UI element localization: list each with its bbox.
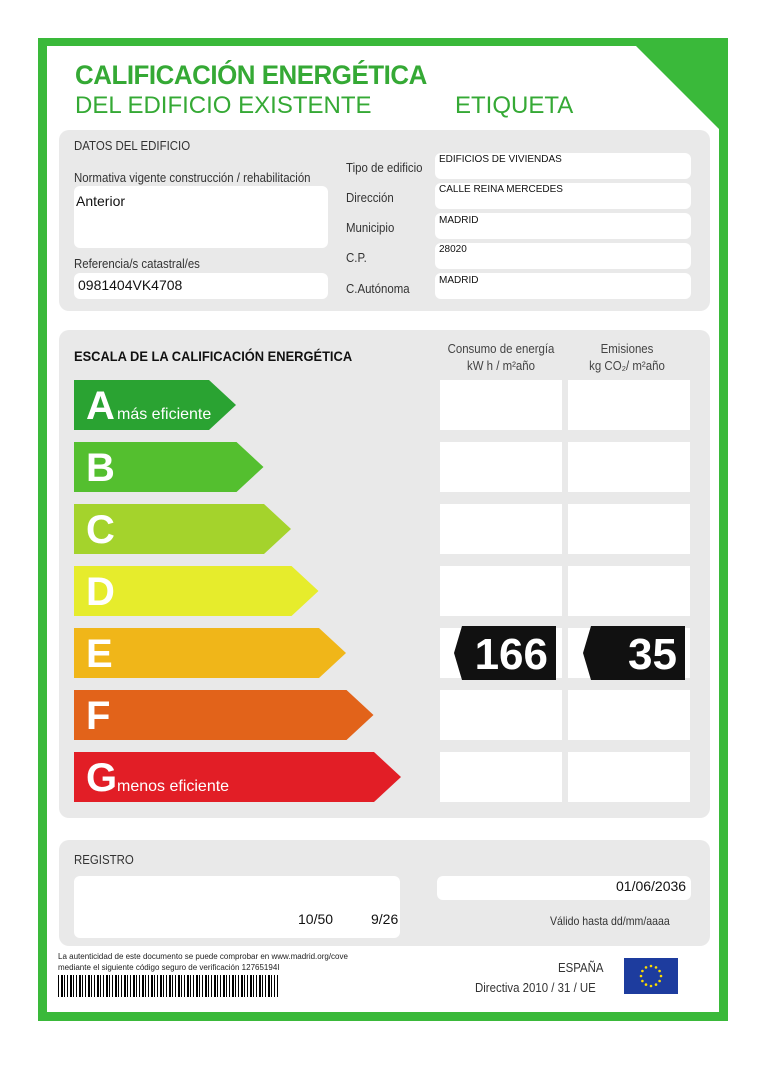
tipo-value: EDIFICIOS DE VIVIENDAS [439, 154, 562, 165]
referencia-value: 0981404VK4708 [78, 277, 183, 293]
eu-flag-icon [624, 958, 678, 994]
consumo-cell-f [440, 690, 562, 740]
rating-letter-a: A [86, 384, 115, 428]
rating-letter-b: B [86, 446, 115, 490]
rating-letter-d: D [86, 570, 115, 614]
rating-letter-e: E [86, 632, 113, 676]
barcode [58, 975, 278, 997]
tipo-label: Tipo de edificio [346, 160, 423, 175]
emisiones-cell-g [568, 752, 690, 802]
emisiones-cell-b [568, 442, 690, 492]
consumo-header [446, 340, 557, 374]
consumo-cell-d [440, 566, 562, 616]
emisiones-header [570, 340, 684, 374]
valid-label: Válido hasta dd/mm/aaaa [550, 914, 670, 928]
emisiones-cell-f [568, 690, 690, 740]
rating-bar-f [74, 690, 375, 740]
eu-stars-icon [624, 958, 678, 994]
scale-title: ESCALA DE LA CALIFICACIÓN ENERGÉTICA [74, 348, 353, 364]
autonoma-label: C.Autónoma [346, 281, 410, 296]
directive: Directiva 2010 / 31 / UE [475, 980, 596, 995]
auth-line1: La autenticidad de este documento se puede comprobar en www.madrid.org/cove [58, 952, 348, 961]
cp-value: 28020 [439, 244, 467, 255]
consumo-badge [454, 626, 556, 680]
emisiones-header-line1: Emisiones [600, 341, 654, 356]
consumo-cell-b [440, 442, 562, 492]
consumo-cell-g [440, 752, 562, 802]
consumo-cell-c [440, 504, 562, 554]
rating-bar-e [74, 628, 347, 678]
building-section-title: DATOS DEL EDIFICIO [74, 138, 191, 153]
normativa-label: Normativa vigente construcción / rehabilitación [74, 170, 311, 185]
title-line1: CALIFICACIÓN ENERGÉTICA [75, 60, 427, 90]
rating-letter-g: G [86, 756, 118, 800]
municipio-label: Municipio [346, 220, 395, 235]
valid-date: 01/06/2036 [616, 878, 687, 894]
municipio-value: MADRID [439, 215, 479, 226]
registro-field [74, 876, 400, 938]
registro-number-a: 10/50 [298, 911, 334, 927]
rating-letter-c: C [86, 508, 115, 552]
registro-number-b: 9/26 [371, 911, 399, 927]
auth-line2: mediante el siguiente código seguro de verificación 1276519​4I [58, 963, 280, 972]
title-line2: DEL EDIFICIO EXISTENTE [75, 92, 372, 119]
emisiones-cell-d [568, 566, 690, 616]
rating-sub-g: menos eficiente [117, 778, 230, 795]
emisiones-header-line2: kg CO₂/ m²año [589, 358, 665, 373]
emisiones-cell-a [568, 380, 690, 430]
consumo-header-line2: kW h / m²año [466, 358, 536, 373]
emisiones-badge [583, 626, 685, 680]
rating-sub-a: más eficiente [117, 406, 212, 423]
emisiones-badge-value: 35 [628, 630, 677, 679]
rating-bar-g [74, 752, 402, 802]
auth-text [58, 951, 348, 973]
cp-field [435, 243, 691, 269]
normativa-value: Anterior [76, 193, 126, 209]
consumo-cell-a [440, 380, 562, 430]
country: ESPAÑA [558, 960, 604, 975]
registro-title: REGISTRO [74, 852, 134, 867]
emisiones-cell-c [568, 504, 690, 554]
consumo-header-line1: Consumo de energía [447, 341, 555, 356]
label-type: ETIQUETA [455, 92, 574, 119]
rating-bar-a [74, 380, 237, 430]
autonoma-value: MADRID [439, 275, 479, 286]
rating-bar-d [74, 566, 320, 616]
rating-letter-f: F [86, 694, 111, 738]
referencia-label: Referencia/s catastral/es [74, 256, 200, 271]
rating-bar-c [74, 504, 292, 554]
direccion-label: Dirección [346, 190, 394, 205]
rating-bar-b [74, 442, 265, 492]
direccion-value: CALLE REINA MERCEDES [439, 184, 563, 195]
consumo-badge-value: 166 [474, 630, 548, 679]
cp-label: C.P. [346, 250, 367, 265]
